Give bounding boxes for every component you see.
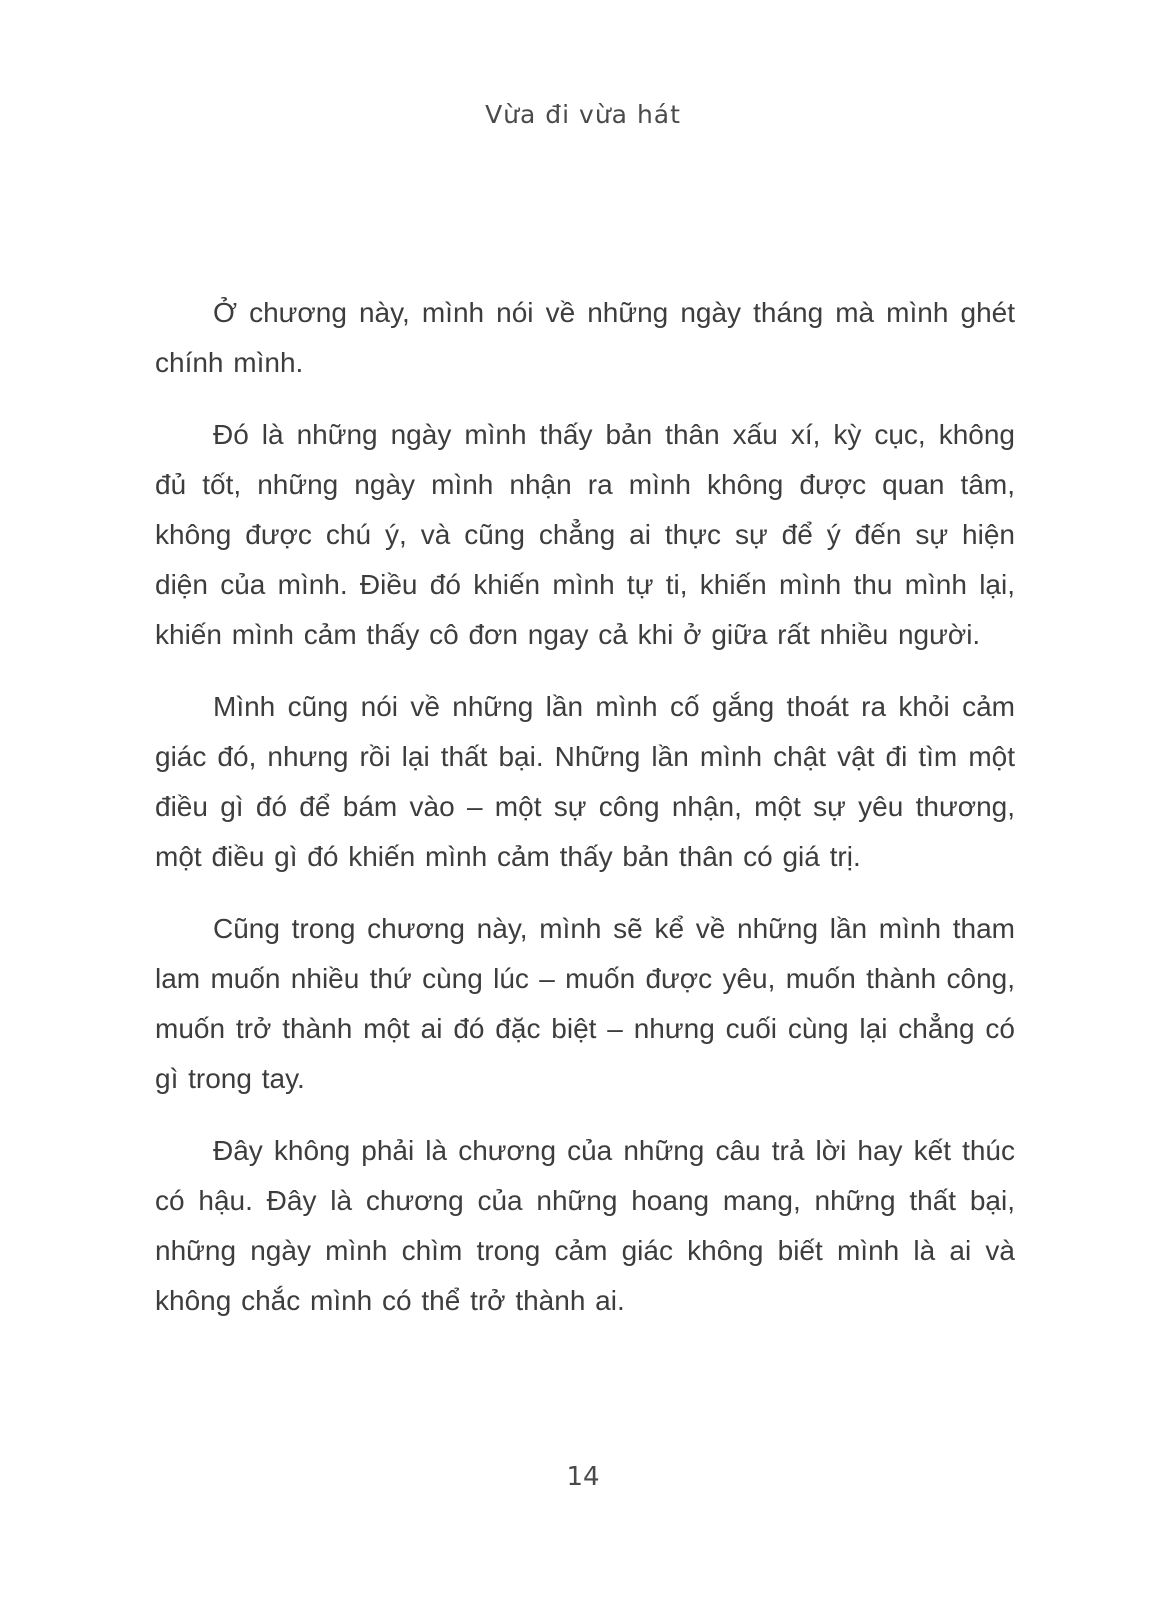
running-header-title: Vừa đi vừa hát	[485, 100, 681, 129]
paragraph: Đây không phải là chương của những câu trả lời hay kết thúc có hậu. Đây là chương của những hoang mang, những thất bại, những ngày mình chìm trong cảm giác không biết mình là ai và không chắc mình có thể trở thành ai.	[155, 1135, 1015, 1316]
paragraph: Mình cũng nói về những lần mình cố gắng thoát ra khỏi cảm giác đó, nhưng rồi lại thất bại. Những lần mình chật vật đi tìm một điều gì đó để bám vào – một sự công nhận, một sự yêu thương, một điều gì đó khiến mình cảm thấy bản thân có giá trị.	[155, 691, 1015, 872]
page-body-text	[155, 288, 1015, 1348]
page-number: 14	[566, 1462, 600, 1492]
paragraph: Cũng trong chương này, mình sẽ kể về những lần mình tham lam muốn nhiều thứ cùng lúc – muốn được yêu, muốn thành công, muốn trở thành một ai đó đặc biệt – nhưng cuối cùng lại chẳng có gì trong tay.	[155, 913, 1015, 1094]
paragraph: Đó là những ngày mình thấy bản thân xấu xí, kỳ cục, không đủ tốt, những ngày mình nhận ra mình không được quan tâm, không được chú ý, và cũng chẳng ai thực sự để ý đến sự hiện diện của mình. Điều đó khiến mình tự ti, khiến mình thu mình lại, khiến mình cảm thấy cô đơn ngay cả khi ở giữa rất nhiều người.	[155, 419, 1015, 650]
paragraph: Ở chương này, mình nói về những ngày tháng mà mình ghét chính mình.	[155, 297, 1015, 378]
